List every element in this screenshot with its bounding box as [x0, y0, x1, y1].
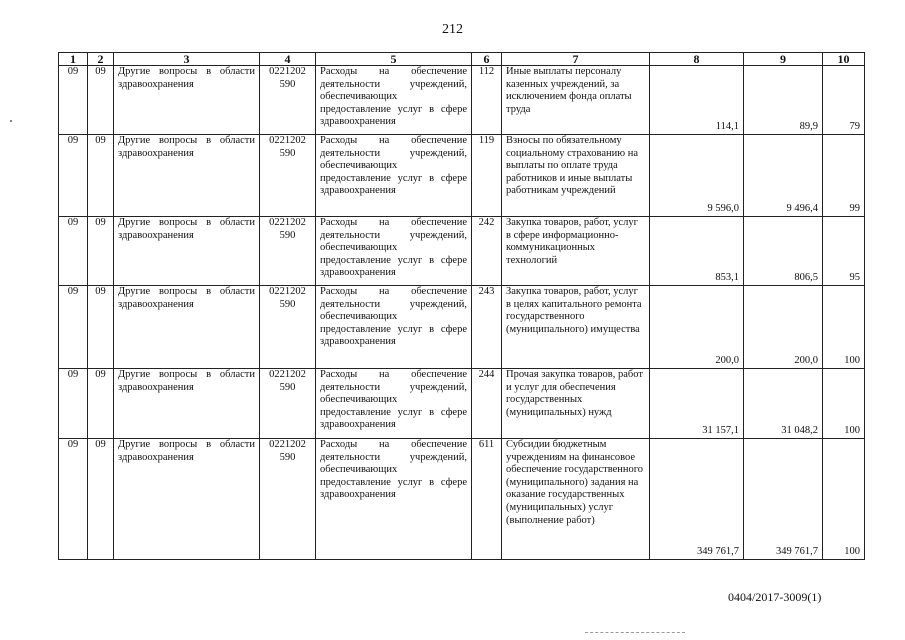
header-col-4: 4 — [260, 53, 316, 66]
expense-type-code: 244 — [472, 369, 502, 439]
expense-type-name: Закупка товаров, работ, услуг в сфере информационно-коммуникационных технологий — [502, 217, 650, 286]
planned-amount: 114,1 — [650, 66, 744, 135]
expense-type-name: Закупка товаров, работ, услуг в целях капитального ремонта государственного (муниципального) имущества — [502, 286, 650, 369]
execution-percent: 99 — [823, 135, 865, 217]
executed-amount: 9 496,4 — [744, 135, 823, 217]
header-col-6: 6 — [472, 53, 502, 66]
header-col-3: 3 — [114, 53, 260, 66]
executed-amount: 806,5 — [744, 217, 823, 286]
expense-type-code: 243 — [472, 286, 502, 369]
expense-type-code: 242 — [472, 217, 502, 286]
expense-type-name: Прочая закупка товаров, работ и услуг для обеспечения государственных (муниципальных) нужд — [502, 369, 650, 439]
subsection-code: 09 — [88, 217, 114, 286]
planned-amount: 349 761,7 — [650, 439, 744, 560]
subsection-code: 09 — [88, 66, 114, 135]
executed-amount: 89,9 — [744, 66, 823, 135]
target-article-name: Расходы на обеспечение деятельности учреждений, обеспечивающих предоставление услуг в сфере здравоохранения — [316, 286, 472, 369]
page-number: 212 — [442, 22, 463, 37]
table-row — [59, 286, 865, 369]
section-code: 09 — [59, 66, 88, 135]
target-article-code: 0221202 590 — [260, 286, 316, 369]
target-article-name: Расходы на обеспечение деятельности учреждений, обеспечивающих предоставление услуг в сфере здравоохранения — [316, 217, 472, 286]
target-article-code: 0221202 590 — [260, 439, 316, 560]
scan-artifact — [10, 120, 12, 122]
header-col-8: 8 — [650, 53, 744, 66]
section-code: 09 — [59, 135, 88, 217]
expense-type-code: 112 — [472, 66, 502, 135]
section-code: 09 — [59, 286, 88, 369]
table-row — [59, 439, 865, 560]
target-article-code: 0221202 590 — [260, 66, 316, 135]
expense-type-name: Взносы по обязательному социальному страхованию на выплаты по оплате труда работников и иные выплаты работникам учреждений — [502, 135, 650, 217]
execution-percent: 79 — [823, 66, 865, 135]
table-row — [59, 369, 865, 439]
target-article-code: 0221202 590 — [260, 217, 316, 286]
planned-amount: 853,1 — [650, 217, 744, 286]
section-code: 09 — [59, 439, 88, 560]
subsection-code: 09 — [88, 286, 114, 369]
target-article-name: Расходы на обеспечение деятельности учреждений, обеспечивающих предоставление услуг в сфере здравоохранения — [316, 66, 472, 135]
header-col-2: 2 — [88, 53, 114, 66]
target-article-code: 0221202 590 — [260, 135, 316, 217]
header-col-5: 5 — [316, 53, 472, 66]
target-article-code: 0221202 590 — [260, 369, 316, 439]
execution-percent: 95 — [823, 217, 865, 286]
section-name: Другие вопросы в области здравоохранения — [114, 439, 260, 560]
header-col-10: 10 — [823, 53, 865, 66]
execution-percent: 100 — [823, 286, 865, 369]
planned-amount: 200,0 — [650, 286, 744, 369]
section-code: 09 — [59, 369, 88, 439]
target-article-name: Расходы на обеспечение деятельности учреждений, обеспечивающих предоставление услуг в сфере здравоохранения — [316, 369, 472, 439]
section-name: Другие вопросы в области здравоохранения — [114, 135, 260, 217]
subsection-code: 09 — [88, 369, 114, 439]
section-name: Другие вопросы в области здравоохранения — [114, 369, 260, 439]
planned-amount: 9 596,0 — [650, 135, 744, 217]
executed-amount: 349 761,7 — [744, 439, 823, 560]
expense-type-name: Субсидии бюджетным учреждениям на финансовое обеспечение государственного (муниципального) задания на оказание государственных (муниципальных) услуг (выполнение работ) — [502, 439, 650, 560]
executed-amount: 31 048,2 — [744, 369, 823, 439]
table-header-row — [59, 53, 865, 66]
target-article-name: Расходы на обеспечение деятельности учреждений, обеспечивающих предоставление услуг в сфере здравоохранения — [316, 439, 472, 560]
execution-percent: 100 — [823, 439, 865, 560]
table-row — [59, 217, 865, 286]
header-col-7: 7 — [502, 53, 650, 66]
expense-type-code: 119 — [472, 135, 502, 217]
expense-type-code: 611 — [472, 439, 502, 560]
section-name: Другие вопросы в области здравоохранения — [114, 66, 260, 135]
table-row — [59, 135, 865, 217]
table-row — [59, 66, 865, 135]
budget-table — [58, 52, 865, 560]
section-code: 09 — [59, 217, 88, 286]
execution-percent: 100 — [823, 369, 865, 439]
document-code: 0404/2017-3009(1) — [728, 590, 822, 604]
subsection-code: 09 — [88, 135, 114, 217]
executed-amount: 200,0 — [744, 286, 823, 369]
target-article-name: Расходы на обеспечение деятельности учреждений, обеспечивающих предоставление услуг в сфере здравоохранения — [316, 135, 472, 217]
section-name: Другие вопросы в области здравоохранения — [114, 217, 260, 286]
section-name: Другие вопросы в области здравоохранения — [114, 286, 260, 369]
header-col-9: 9 — [744, 53, 823, 66]
expense-type-name: Иные выплаты персоналу казенных учреждений, за исключением фонда оплаты труда — [502, 66, 650, 135]
planned-amount: 31 157,1 — [650, 369, 744, 439]
scan-artifact — [585, 632, 685, 637]
header-col-1: 1 — [59, 53, 88, 66]
subsection-code: 09 — [88, 439, 114, 560]
